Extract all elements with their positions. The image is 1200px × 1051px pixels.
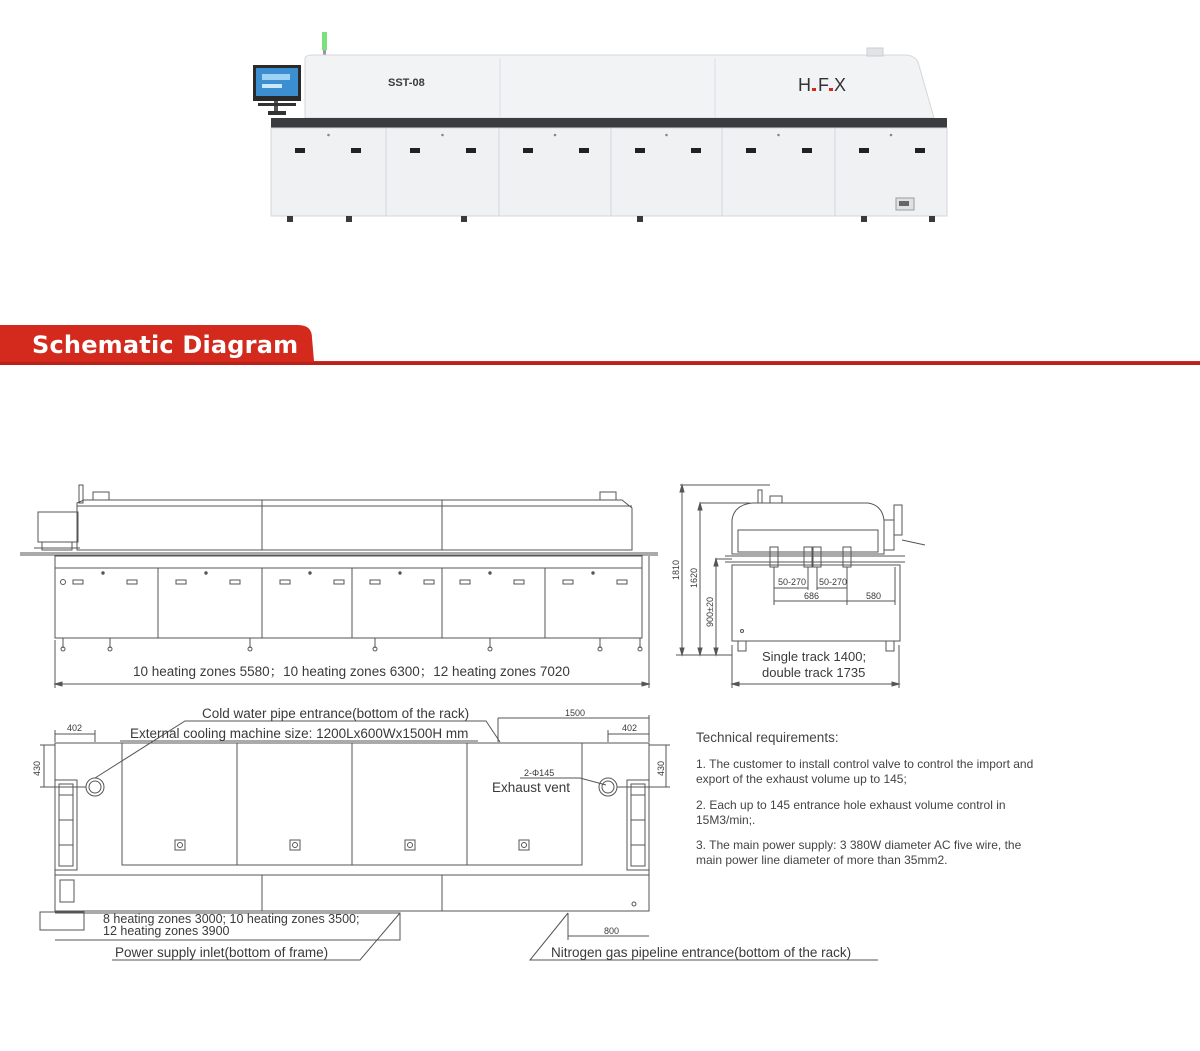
door-handle bbox=[635, 148, 645, 153]
door-screw bbox=[665, 134, 668, 137]
front-door-handle bbox=[280, 580, 290, 584]
vent-square-hole bbox=[522, 843, 527, 848]
monitor-icon bbox=[253, 65, 301, 115]
dim-right-430: 430 bbox=[656, 760, 666, 776]
side-view bbox=[671, 485, 925, 688]
tech-requirement-item: 1. The customer to install control valve to control the import and export of the exhaust volume up to 145; bbox=[696, 757, 1034, 786]
caster bbox=[637, 216, 643, 222]
door-screw bbox=[890, 134, 893, 137]
front-door-screw bbox=[489, 572, 491, 574]
dim-width-580: 580 bbox=[866, 591, 882, 601]
front-door-handle bbox=[370, 580, 380, 584]
dim-rail-right: 50-270 bbox=[819, 577, 848, 587]
front-door-handle bbox=[230, 580, 240, 584]
caster bbox=[287, 216, 293, 222]
front-door-handle bbox=[176, 580, 186, 584]
front-door-handle bbox=[424, 580, 434, 584]
reflow-oven-photo bbox=[240, 25, 960, 235]
dim-height-body: 1620 bbox=[689, 567, 699, 588]
door-screw bbox=[554, 134, 557, 137]
front-door-handle bbox=[334, 580, 344, 584]
vent-square-hole bbox=[408, 843, 413, 848]
tech-requirement-item: 2. Each up to 145 entrance hole exhaust volume control in 15M3/min;. bbox=[696, 798, 1006, 827]
brand-logo bbox=[798, 75, 846, 95]
nitrogen-label: Nitrogen gas pipeline entrance(bottom of the rack) bbox=[551, 945, 852, 960]
front-door-screw bbox=[399, 572, 401, 574]
top-zones-line2: 12 heating zones 3900 bbox=[103, 924, 230, 938]
door-handle bbox=[523, 148, 533, 153]
dim-left-402: 402 bbox=[67, 723, 83, 733]
caster bbox=[929, 216, 935, 222]
caster bbox=[461, 216, 467, 222]
schematic-drawing bbox=[0, 470, 1200, 970]
top-zones-line1: 8 heating zones 3000; 10 heating zones 3500; bbox=[103, 912, 360, 926]
vent-square-hole bbox=[178, 843, 183, 848]
exhaust-vent-label: Exhaust vent bbox=[492, 780, 571, 795]
dim-rail-left: 50-270 bbox=[778, 577, 807, 587]
front-door-handle bbox=[460, 580, 470, 584]
door-handle bbox=[466, 148, 476, 153]
dim-height-total: 1810 bbox=[671, 559, 681, 580]
caster bbox=[861, 216, 867, 222]
signal-light-icon bbox=[322, 32, 327, 50]
door-screw bbox=[327, 134, 330, 137]
vent-square bbox=[405, 840, 415, 850]
front-door-screw bbox=[102, 572, 104, 574]
door-handle bbox=[859, 148, 869, 153]
door-handle bbox=[579, 148, 589, 153]
door-handle bbox=[691, 148, 701, 153]
hole-spec-label: 2-Φ145 bbox=[524, 768, 555, 778]
front-door-handle bbox=[73, 580, 83, 584]
door-handle bbox=[746, 148, 756, 153]
casters bbox=[287, 216, 935, 222]
vent-square bbox=[290, 840, 300, 850]
dim-800: 800 bbox=[604, 926, 620, 936]
vent-square bbox=[519, 840, 529, 850]
door-handle bbox=[915, 148, 925, 153]
door-handle bbox=[802, 148, 812, 153]
track-width-line1: Single track 1400; bbox=[762, 649, 867, 664]
door-screw bbox=[777, 134, 780, 137]
door-screw bbox=[441, 134, 444, 137]
dim-right-402: 402 bbox=[622, 723, 638, 733]
front-door-handle bbox=[617, 580, 627, 584]
external-cooling-label: External cooling machine size: 1200Lx600Wx1500H mm bbox=[130, 726, 469, 741]
dim-1500: 1500 bbox=[565, 708, 586, 718]
cold-water-label: Cold water pipe entrance(bottom of the rack) bbox=[202, 706, 470, 721]
svg-text:F: F bbox=[818, 75, 829, 95]
front-view bbox=[20, 485, 658, 688]
tech-requirements-heading: Technical requirements: bbox=[696, 730, 839, 745]
vent-square-hole bbox=[293, 843, 298, 848]
vent-square bbox=[175, 840, 185, 850]
front-door-screw bbox=[205, 572, 207, 574]
section-title: Schematic Diagram bbox=[32, 331, 299, 359]
door-handle bbox=[410, 148, 420, 153]
svg-text:H: H bbox=[798, 75, 811, 95]
tech-requirement-item: 3. The main power supply: 3 380W diameter AC five wire, the main power line diameter of more than 35mm2. bbox=[696, 838, 1022, 867]
svg-text:X: X bbox=[834, 75, 847, 95]
heating-zones-label: 10 heating zones 5580；10 heating zones 6300；12 heating zones 7020 bbox=[133, 664, 570, 679]
front-door-handle bbox=[514, 580, 524, 584]
model-label: SST-08 bbox=[388, 77, 425, 89]
front-door-handle bbox=[563, 580, 573, 584]
caster bbox=[346, 216, 352, 222]
power-inlet-label: Power supply inlet(bottom of frame) bbox=[115, 945, 329, 960]
door-handle bbox=[295, 148, 305, 153]
front-door-screw bbox=[309, 572, 311, 574]
dim-left-430: 430 bbox=[32, 760, 42, 776]
door-handle bbox=[351, 148, 361, 153]
dim-width-686: 686 bbox=[804, 591, 820, 601]
dim-height-track: 900±20 bbox=[705, 597, 715, 627]
front-door-screw bbox=[592, 572, 594, 574]
track-width-line2: double track 1735 bbox=[762, 665, 866, 680]
front-door-handle bbox=[127, 580, 137, 584]
